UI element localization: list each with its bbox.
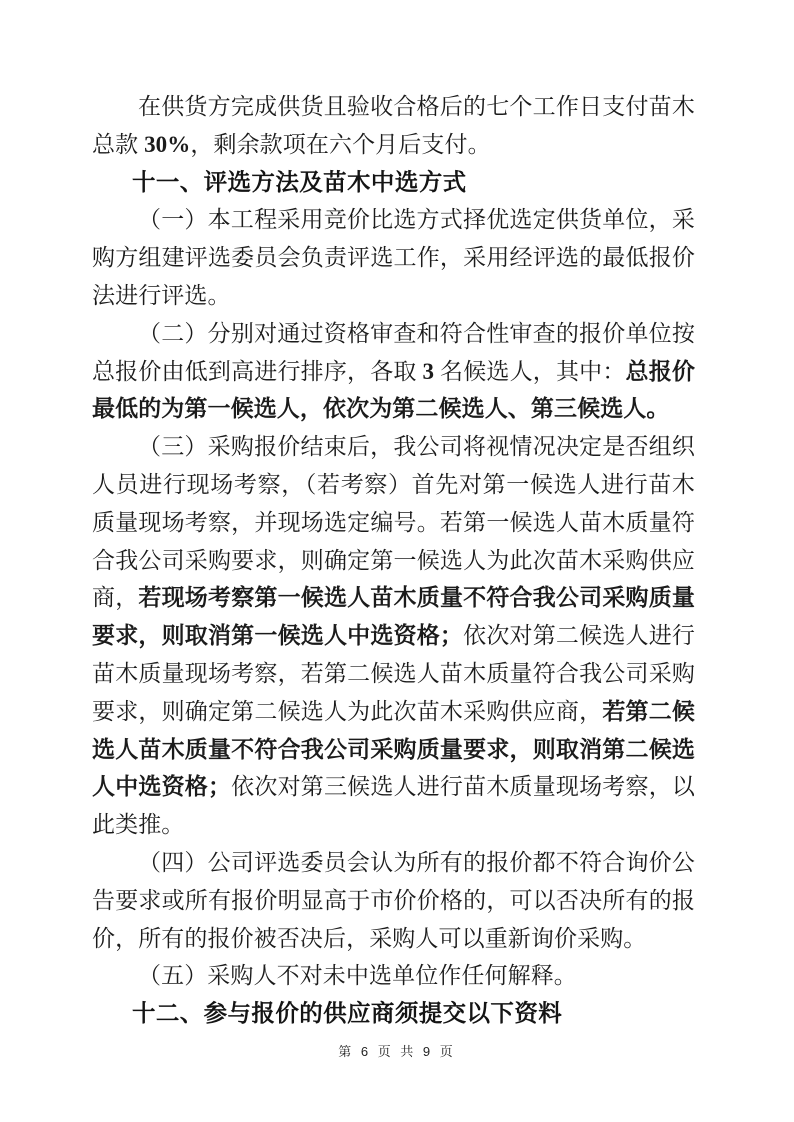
item-3-disqualify-first-bold: 若现场考察第一候选人苗木质量不符合我公司采购质量要求，则取消第一候选人中选资格； <box>92 585 696 649</box>
payment-terms-paragraph <box>92 88 695 164</box>
item-3-text-run-4: 依次对第三候选人进行苗木质量现场考察，以此类推。 <box>92 774 695 838</box>
item-2-paragraph <box>92 315 695 428</box>
item-3-paragraph <box>92 428 695 844</box>
item-3-disqualify-second-bold: 若第二候选人苗木质量不符合我公司采购质量要求，则取消第二候选人中选资格； <box>92 698 695 800</box>
item-3-text-run-2: 依次对第二候选人进行苗木质量现场考察，若第二候选人苗木质量符合我公司采购要求，则确定第二候选人为此次苗木采购供应商， <box>92 623 696 724</box>
page-number-footer: 第 6 页 共 9 页 <box>338 1044 456 1059</box>
item-4-paragraph: （四）公司评选委员会认为所有的报价都不符合询价公告要求或所有报价明显高于市价价格的，可以否决所有的报价，所有的报价被否决后，采购人可以重新询价采购。 <box>92 849 695 951</box>
document-body <box>92 88 695 1033</box>
item-2-text-pre: （二）分别对通过资格审查和符合性审查的报价单位按总报价由低到高进行排序，各取 <box>92 320 695 384</box>
item-2-ranking-rule-bold: 总报价最低的为第一候选人，依次为第二候选人、第三候选人。 <box>92 358 695 422</box>
payment-percentage-bold: 30% <box>144 131 191 157</box>
section-12-heading: 十二、参与报价的供应商须提交以下资料 <box>131 1000 563 1027</box>
section-11-heading: 十一、评选方法及苗木中选方式 <box>131 168 467 195</box>
item-2-candidate-count-bold: 3 <box>422 358 435 384</box>
item-2-text-mid: 名候选人，其中： <box>434 358 626 384</box>
item-1-paragraph: （一）本工程采用竞价比选方式择优选定供货单位，采购方组建评选委员会负责评选工作，采用经评选的最低报价法进行评选。 <box>92 207 695 308</box>
payment-terms-text-pre: 在供货方完成供货且验收合格后的七个工作日支付苗木总款 <box>92 94 695 157</box>
payment-terms-text-post: ，剩余款项在六个月后支付。 <box>190 131 491 157</box>
item-3-text-run-0: （三）采购报价结束后，我公司将视情况决定是否组织人员进行现场考察，（若考察）首先对第一候选人进行苗木质量现场考察，并现场选定编号。若第一候选人苗木质量符合我公司采购要求，则确定第一候选人为此次苗木采购供应商， <box>92 434 695 611</box>
item-5-paragraph: （五）采购人不对未中选单位作任何解释。 <box>138 963 577 989</box>
